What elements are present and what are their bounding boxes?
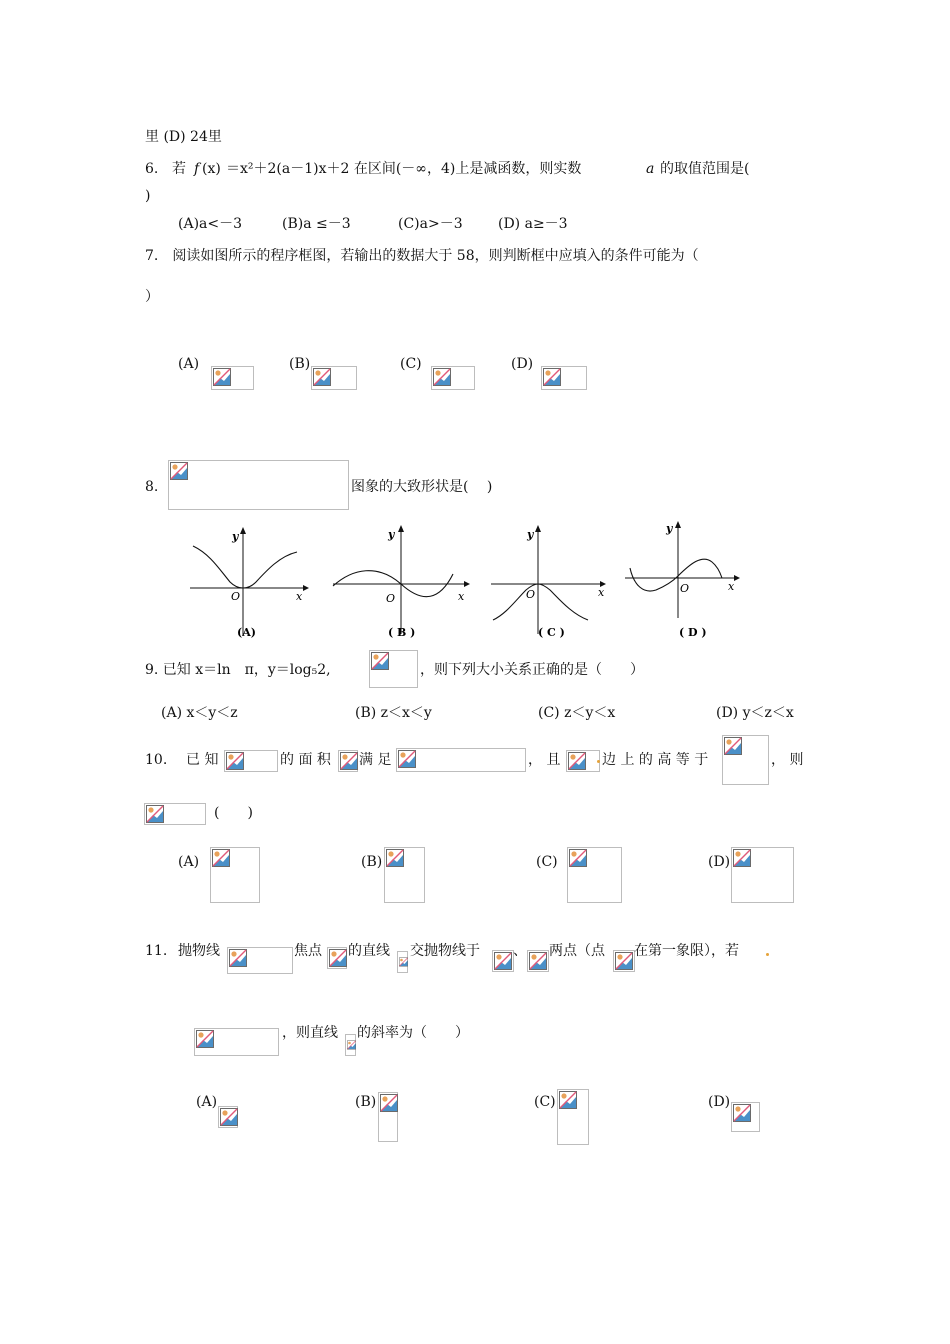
broken-image-icon	[399, 953, 408, 971]
graph-d-y: y	[666, 522, 673, 535]
broken-image-icon	[329, 949, 347, 967]
broken-image-icon	[733, 849, 751, 867]
question-7-option-b-image	[311, 366, 357, 390]
question-10-height-image	[722, 735, 769, 785]
graph-d-label: ( D )	[679, 626, 707, 639]
question-6-number: 6.	[145, 161, 159, 177]
question-6-f: f	[194, 161, 200, 177]
question-11-point-a-image	[492, 950, 514, 972]
question-10-option-a-image	[210, 847, 260, 903]
question-11-text-f: 两点（点	[549, 943, 605, 959]
question-7-text: 7. 阅读如图所示的程序框图，若输出的数据大于 58，则判断框中应填入的条件可能为（	[145, 248, 699, 264]
question-7-option-d-label: (D)	[511, 356, 534, 372]
broken-image-icon	[529, 952, 547, 970]
broken-image-icon	[213, 368, 231, 386]
question-7-option-a-image	[211, 366, 254, 390]
question-11-text-e: 、	[513, 943, 527, 959]
question-11-line-image	[397, 951, 408, 973]
question-9-option-d: (D) y＜z＜x	[716, 705, 794, 721]
question-10-option-c-image	[567, 847, 622, 903]
broken-image-icon	[146, 805, 164, 823]
question-10-number: 10.	[145, 752, 168, 768]
question-11-text-g: 在第一象限），若	[634, 943, 739, 959]
question-11-option-d-image	[731, 1102, 760, 1132]
question-7-option-b-label: (B)	[289, 356, 311, 372]
question-6-option-b: (B)a ≤－3	[282, 216, 351, 232]
question-10-paren: ( )	[214, 805, 253, 821]
question-6-text-a: 若	[172, 161, 186, 177]
question-7-close: ）	[145, 289, 159, 305]
graph-c-label: ( C )	[538, 626, 565, 639]
question-9-tail: ，则下列大小关系正确的是（ ）	[420, 662, 644, 678]
question-10-option-b-image	[384, 847, 425, 903]
question-10-answer-image	[144, 803, 206, 825]
question-10-text-c: 满 足	[359, 752, 392, 768]
broken-image-icon	[559, 1091, 577, 1109]
question-11-point-image	[613, 950, 635, 972]
question-6-text-b: ＝x²＋2(a－1)x＋2 在区间(－∞，4)上是减函数，则实数	[226, 161, 582, 177]
broken-image-icon	[569, 849, 587, 867]
broken-image-icon	[371, 652, 389, 670]
question-11-text-a: 抛物线	[178, 943, 220, 959]
question-6-option-a: (A)a<－3	[178, 216, 243, 232]
broken-image-icon	[433, 368, 451, 386]
broken-image-icon	[313, 368, 331, 386]
question-11-option-c-label: (C)	[534, 1094, 556, 1110]
question-6-close: )	[145, 188, 151, 204]
decorative-dot	[766, 953, 769, 956]
question-6-a: a	[646, 161, 655, 177]
question-11-option-d-label: (D)	[708, 1094, 731, 1110]
graph-a	[185, 524, 310, 642]
broken-image-icon	[733, 1104, 751, 1122]
broken-image-icon	[568, 752, 586, 770]
graph-d-origin: O	[680, 582, 690, 595]
broken-image-icon	[212, 849, 230, 867]
broken-image-icon	[347, 1036, 356, 1054]
question-9-option-c: (C) z＜y＜x	[538, 705, 616, 721]
broken-image-icon	[170, 462, 188, 480]
question-6-option-c: (C)a>－3	[398, 216, 463, 232]
broken-image-icon	[724, 737, 742, 755]
graph-d	[622, 518, 744, 642]
question-7-option-d-image	[541, 366, 587, 390]
question-10-triangle-image	[224, 750, 278, 772]
question-10-option-b-label: (B)	[361, 854, 383, 870]
question-7-option-c-label: (C)	[400, 356, 422, 372]
question-11-focus-image	[327, 947, 347, 969]
graph-a-y: y	[232, 530, 239, 543]
graph-a-label: (A)	[237, 626, 256, 639]
question-10-option-d-label: (D)	[708, 854, 731, 870]
question-11-text-h: ，则直线	[282, 1025, 338, 1041]
question-11-line-image-2	[345, 1034, 356, 1056]
question-9-option-a: (A) x＜y＜z	[161, 705, 238, 721]
question-10-text-f: ， 则	[771, 752, 804, 768]
question-10-option-d-image	[731, 847, 794, 903]
question-5-tail: 里 (D) 24里	[145, 129, 222, 145]
graph-b	[328, 522, 470, 642]
question-10-condition-image	[396, 748, 526, 772]
question-8-function-image	[168, 460, 349, 510]
broken-image-icon	[543, 368, 561, 386]
broken-image-icon	[380, 1094, 398, 1112]
question-10-text-d: ， 且	[528, 752, 561, 768]
question-11-option-a-label: (A)	[196, 1094, 218, 1110]
question-10-s-image	[338, 750, 358, 772]
graph-b-y: y	[388, 528, 395, 541]
question-11-text-c: 的直线	[348, 943, 390, 959]
question-6-option-d: (D) a≥－3	[498, 216, 568, 232]
question-11-text-d: 交抛物线于	[410, 943, 480, 959]
broken-image-icon	[615, 952, 633, 970]
question-11-condition-image	[194, 1028, 279, 1056]
question-9-text: 9. 已知 x＝ln π，y＝log₅2,	[145, 662, 331, 678]
question-11-option-b-label: (B)	[355, 1094, 377, 1110]
question-11-text-b: 焦点	[294, 943, 322, 959]
graph-b-x: x	[458, 590, 465, 603]
question-11-parabola-image	[227, 947, 293, 974]
question-9-z-image	[369, 650, 418, 688]
question-11-option-c-image	[557, 1089, 589, 1145]
broken-image-icon	[386, 849, 404, 867]
broken-image-icon	[220, 1108, 238, 1126]
broken-image-icon	[494, 952, 512, 970]
graph-b-origin: O	[386, 592, 396, 605]
broken-image-icon	[226, 752, 244, 770]
graph-d-x: x	[728, 580, 735, 593]
decorative-dot	[597, 760, 600, 763]
question-10-option-a-label: (A)	[178, 854, 200, 870]
broken-image-icon	[340, 752, 358, 770]
graph-c-y: y	[527, 528, 534, 541]
question-6-x: (x)	[202, 161, 221, 177]
question-7-option-c-image	[431, 366, 475, 390]
question-7-option-a-label: (A)	[178, 356, 200, 372]
graph-a-origin: O	[231, 590, 241, 603]
question-11-option-a-image	[218, 1106, 238, 1128]
graph-c-x: x	[598, 586, 605, 599]
question-8-text: 图象的大致形状是( )	[351, 479, 493, 495]
question-11-text-i: 的斜率为（ ）	[357, 1025, 469, 1041]
question-11-number: 11.	[145, 943, 168, 959]
question-8-number: 8.	[145, 479, 159, 495]
question-11-point-b-image	[527, 950, 549, 972]
graph-c	[488, 522, 610, 642]
graph-a-x: x	[296, 590, 303, 603]
broken-image-icon	[196, 1030, 214, 1048]
question-10-text-a: 已 知	[186, 752, 219, 768]
graph-c-origin: O	[526, 588, 536, 601]
question-11-option-b-image	[378, 1092, 398, 1142]
question-6-text-c: 的取值范围是(	[660, 161, 750, 177]
graph-b-label: ( B )	[388, 626, 416, 639]
question-10-text-b: 的 面 积	[280, 752, 331, 768]
question-10-side-image	[566, 750, 600, 772]
question-10-text-e: 边 上 的 高 等 于	[602, 752, 709, 768]
question-10-option-c-label: (C)	[536, 854, 558, 870]
question-9-option-b: (B) z＜x＜y	[355, 705, 432, 721]
broken-image-icon	[229, 949, 247, 967]
broken-image-icon	[398, 750, 416, 768]
